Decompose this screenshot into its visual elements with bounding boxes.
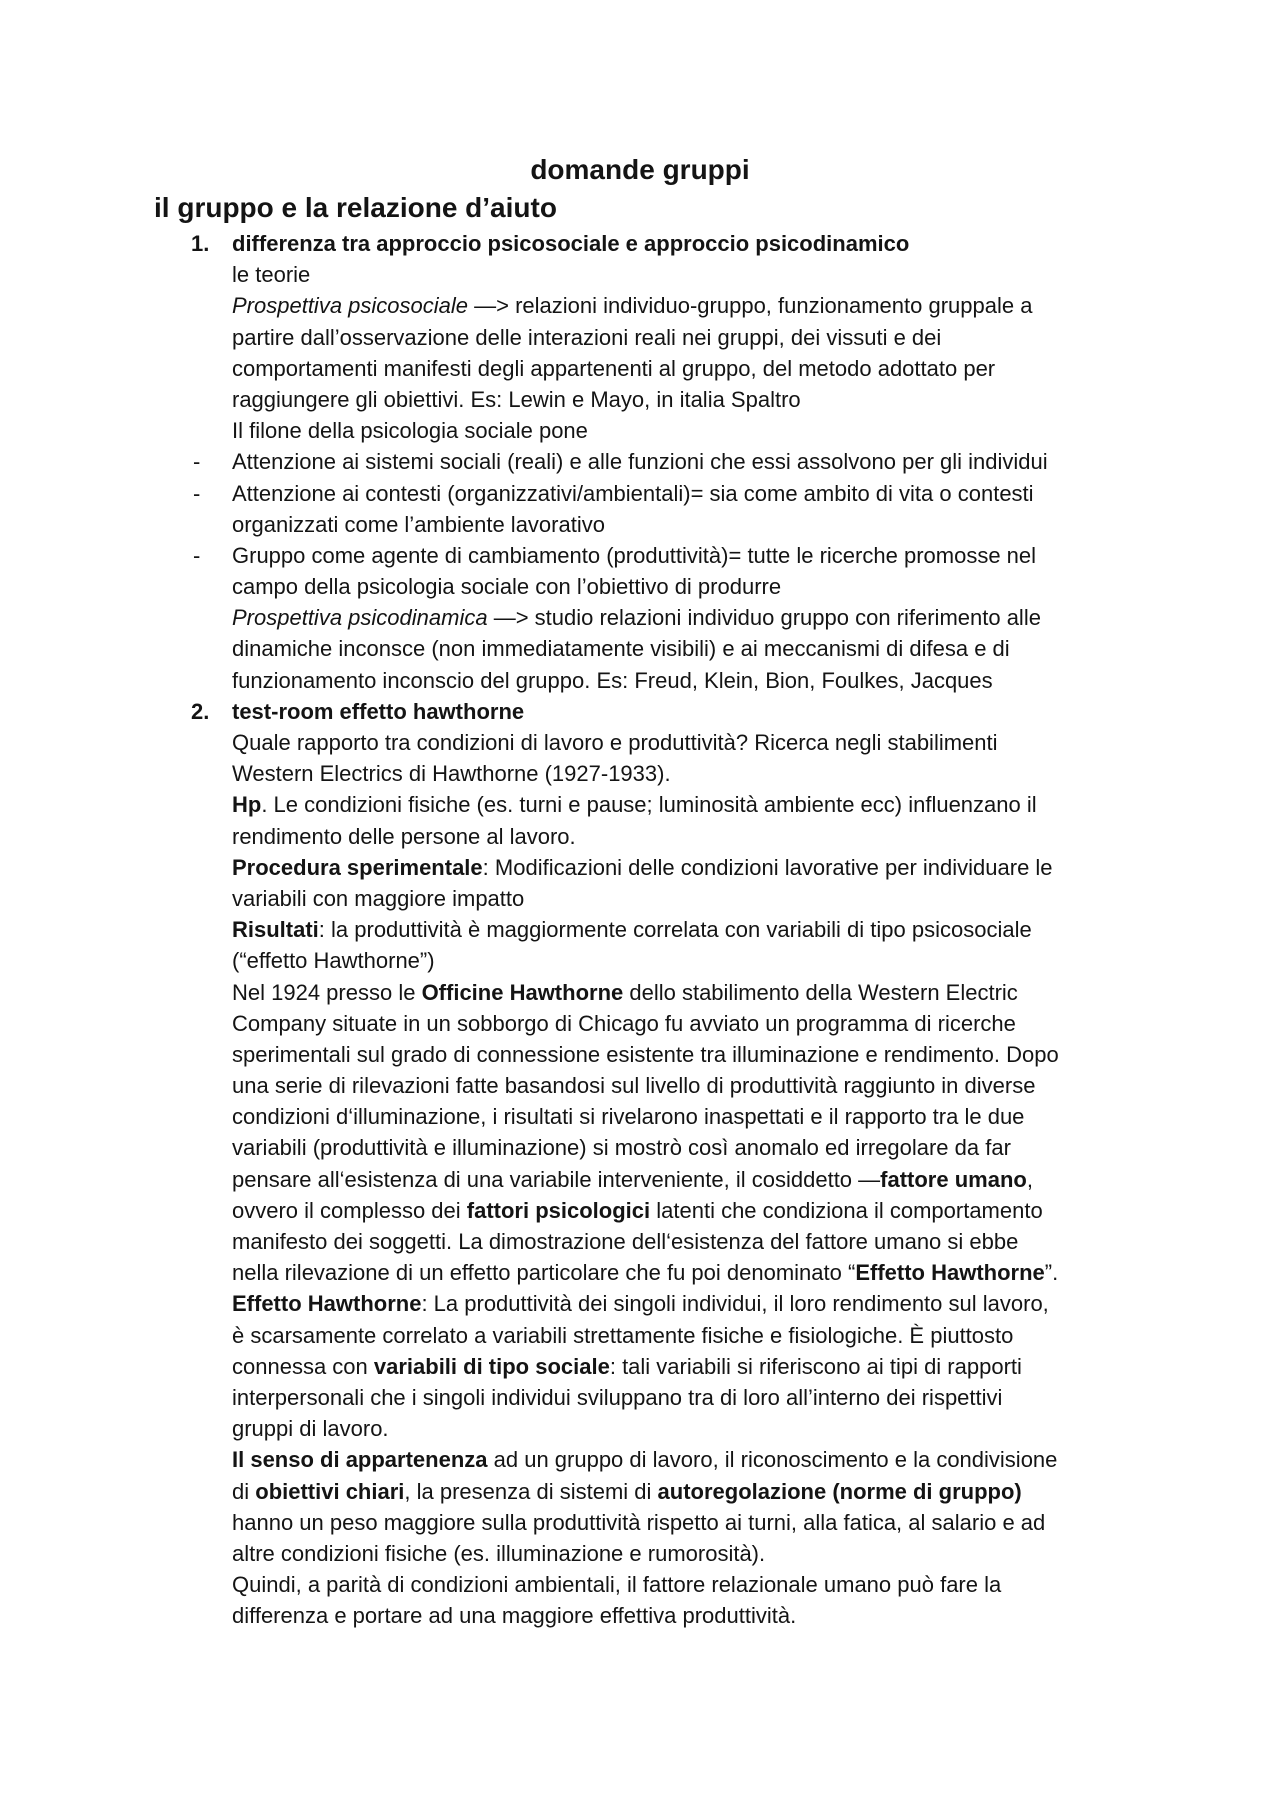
text-line xyxy=(0,1164,1280,1195)
text-run: : Modificazioni delle condizioni lavorative per individuare le xyxy=(482,854,1053,880)
text-run: dello stabilimento della Western Electric xyxy=(623,979,1018,1005)
text-line: funzionamento inconscio del gruppo. Es: Freud, Klein, Bion, Foulkes, Jacques xyxy=(232,667,993,693)
text-line xyxy=(0,1257,1280,1288)
text-line: variabili (produttività e illuminazione) si mostrò così anomalo ed irregolare da far xyxy=(232,1135,1011,1161)
text-run: ovvero il complesso dei xyxy=(232,1197,467,1223)
bold-term: Risultati xyxy=(232,917,319,943)
text-run: : tali variabili si riferiscono ai tipi di rapporti xyxy=(609,1353,1022,1379)
bullet-item xyxy=(0,446,1280,477)
text-run: connessa con xyxy=(232,1353,374,1379)
list-number: 2. xyxy=(191,698,210,724)
text-line xyxy=(0,1195,1280,1226)
text-line: manifesto dei soggetti. La dimostrazione dell‘esistenza del fattore umano si ebbe xyxy=(232,1229,1019,1254)
bullet-marker: - xyxy=(193,449,201,475)
text-line: raggiungere gli obiettivi. Es: Lewin e Mayo, in italia Spaltro xyxy=(232,386,801,412)
text-run: . Le condizioni fisiche (es. turni e pause; luminosità ambiente ecc) influenzano il xyxy=(261,792,1037,818)
text-line xyxy=(0,290,1280,321)
text-run: ”. xyxy=(1044,1260,1059,1286)
bold-term: Officine Hawthorne xyxy=(421,979,624,1005)
text-line: Company situate in un sobborgo di Chicago fu avviato un programma di ricerche xyxy=(232,1010,1016,1036)
text-line xyxy=(0,1444,1280,1475)
text-line: gruppi di lavoro. xyxy=(232,1416,389,1442)
text-run: ad un gruppo di lavoro, il riconoscimento e la condivisione xyxy=(487,1447,1058,1473)
bold-term: fattore umano xyxy=(880,1166,1027,1192)
text-line: campo della psicologia sociale con l’obiettivo di produrre xyxy=(232,574,782,600)
text-line: dinamiche inconsce (non immediatamente visibili) e ai meccanismi di difesa e di xyxy=(232,636,1010,662)
text-line: Quindi, a parità di condizioni ambientali, il fattore relazionale umano può fare la xyxy=(232,1572,1002,1598)
text-run: Attenzione ai contesti (organizzativi/ambientali)= sia come ambito di vita o contesti xyxy=(232,480,1034,506)
text-run: Gruppo come agente di cambiamento (produttività)= tutte le ricerche promosse nel xyxy=(232,542,1037,568)
text-line: Il filone della psicologia sociale pone xyxy=(232,418,588,444)
text-line: le teorie xyxy=(232,262,311,288)
bold-term: Il senso di appartenenza xyxy=(232,1447,488,1473)
bold-term: variabili di tipo sociale xyxy=(373,1353,610,1379)
text-run: —> studio relazioni individuo gruppo con riferimento alle xyxy=(487,605,1041,631)
text-run: : La produttività dei singoli individui, il loro rendimento sul lavoro, xyxy=(421,1291,1049,1317)
text-line: condizioni d‘illuminazione, i risultati si rivelarono inaspettati e il rapporto tra le due xyxy=(232,1104,1025,1130)
text-line xyxy=(0,1476,1280,1507)
text-line xyxy=(0,602,1280,633)
section-heading: il gruppo e la relazione d’aiuto xyxy=(154,192,557,223)
text-line xyxy=(0,977,1280,1008)
question-title: test-room effetto hawthorne xyxy=(232,698,525,724)
text-line xyxy=(0,914,1280,945)
text-run: , xyxy=(1026,1166,1033,1192)
italic-term: Prospettiva psicosociale xyxy=(232,293,469,319)
text-run: Attenzione ai sistemi sociali (reali) e alle funzioni che essi assolvono per gli individui xyxy=(232,449,1048,475)
bold-term: obiettivi chiari xyxy=(255,1478,405,1504)
text-run: nella rilevazione di un effetto particolare che fu poi denominato “ xyxy=(232,1260,856,1286)
text-line: Western Electrics di Hawthorne (1927-1933). xyxy=(232,761,671,787)
text-line: variabili con maggiore impatto xyxy=(232,885,525,911)
bold-term: Effetto Hawthorne xyxy=(855,1260,1045,1286)
text-line: è scarsamente correlato a variabili strettamente fisiche e fisiologiche. È piuttosto xyxy=(232,1322,1014,1348)
list-number: 1. xyxy=(191,231,210,256)
bullet-marker: - xyxy=(193,542,201,568)
text-line: rendimento delle persone al lavoro. xyxy=(232,823,576,849)
document-body xyxy=(0,228,1280,1631)
bold-term: Procedura sperimentale xyxy=(232,854,483,880)
text-run: : la produttività è maggiormente correlata con variabili di tipo psicosociale xyxy=(318,917,1032,943)
italic-term: Prospettiva psicodinamica xyxy=(232,605,488,631)
text-run: di xyxy=(232,1478,256,1504)
bullet-item xyxy=(0,540,1280,571)
text-run: —> relazioni individuo-gruppo, funzionamento gruppale a xyxy=(468,293,1033,319)
text-line: (“effetto Hawthorne”) xyxy=(232,948,435,974)
text-line: una serie di rilevazioni fatte basandosi sul livello di produttività raggiunto in diverse xyxy=(232,1073,1036,1099)
question-1-heading xyxy=(0,228,1280,259)
text-run: , la presenza di sistemi di xyxy=(404,1478,658,1504)
text-run: pensare all‘esistenza di una variabile interveniente, il cosiddetto — xyxy=(232,1166,881,1192)
bold-term: Effetto Hawthorne xyxy=(232,1291,422,1317)
text-line: Quale rapporto tra condizioni di lavoro e produttività? Ricerca negli stabilimenti xyxy=(232,730,998,755)
text-line xyxy=(0,1351,1280,1382)
text-line xyxy=(0,789,1280,820)
text-line: sperimentali sul grado di connessione esistente tra illuminazione e rendimento. Dopo xyxy=(232,1041,1059,1067)
text-line: organizzati come l’ambiente lavorativo xyxy=(232,511,605,537)
bullet-marker: - xyxy=(193,480,201,506)
text-run: latenti che condiziona il comportamento xyxy=(650,1197,1043,1223)
text-line xyxy=(0,852,1280,883)
bold-term: autoregolazione (norme di gruppo) xyxy=(657,1478,1022,1504)
document-title: domande gruppi xyxy=(530,154,750,185)
text-line: partire dall’osservazione delle interazioni reali nei gruppi, dei vissuti e dei xyxy=(232,324,942,350)
question-2-heading xyxy=(0,696,1280,727)
text-run: Nel 1924 presso le xyxy=(232,979,422,1005)
text-line: comportamenti manifesti degli appartenenti al gruppo, del metodo adottato per xyxy=(232,355,996,381)
question-title: differenza tra approccio psicosociale e approccio psicodinamico xyxy=(232,231,910,256)
bullet-item xyxy=(0,478,1280,509)
bold-term: Hp xyxy=(232,792,262,818)
text-line: altre condizioni fisiche (es. illuminazione e rumorosità). xyxy=(232,1540,766,1566)
bold-term: fattori psicologici xyxy=(466,1197,651,1223)
text-line xyxy=(0,1288,1280,1319)
text-line: differenza e portare ad una maggiore effettiva produttività. xyxy=(232,1603,797,1629)
text-line: hanno un peso maggiore sulla produttività rispetto ai turni, alla fatica, al salario e ad xyxy=(232,1509,1046,1535)
text-line: interpersonali che i singoli individui sviluppano tra di loro all’interno dei rispettivi xyxy=(232,1384,1003,1410)
